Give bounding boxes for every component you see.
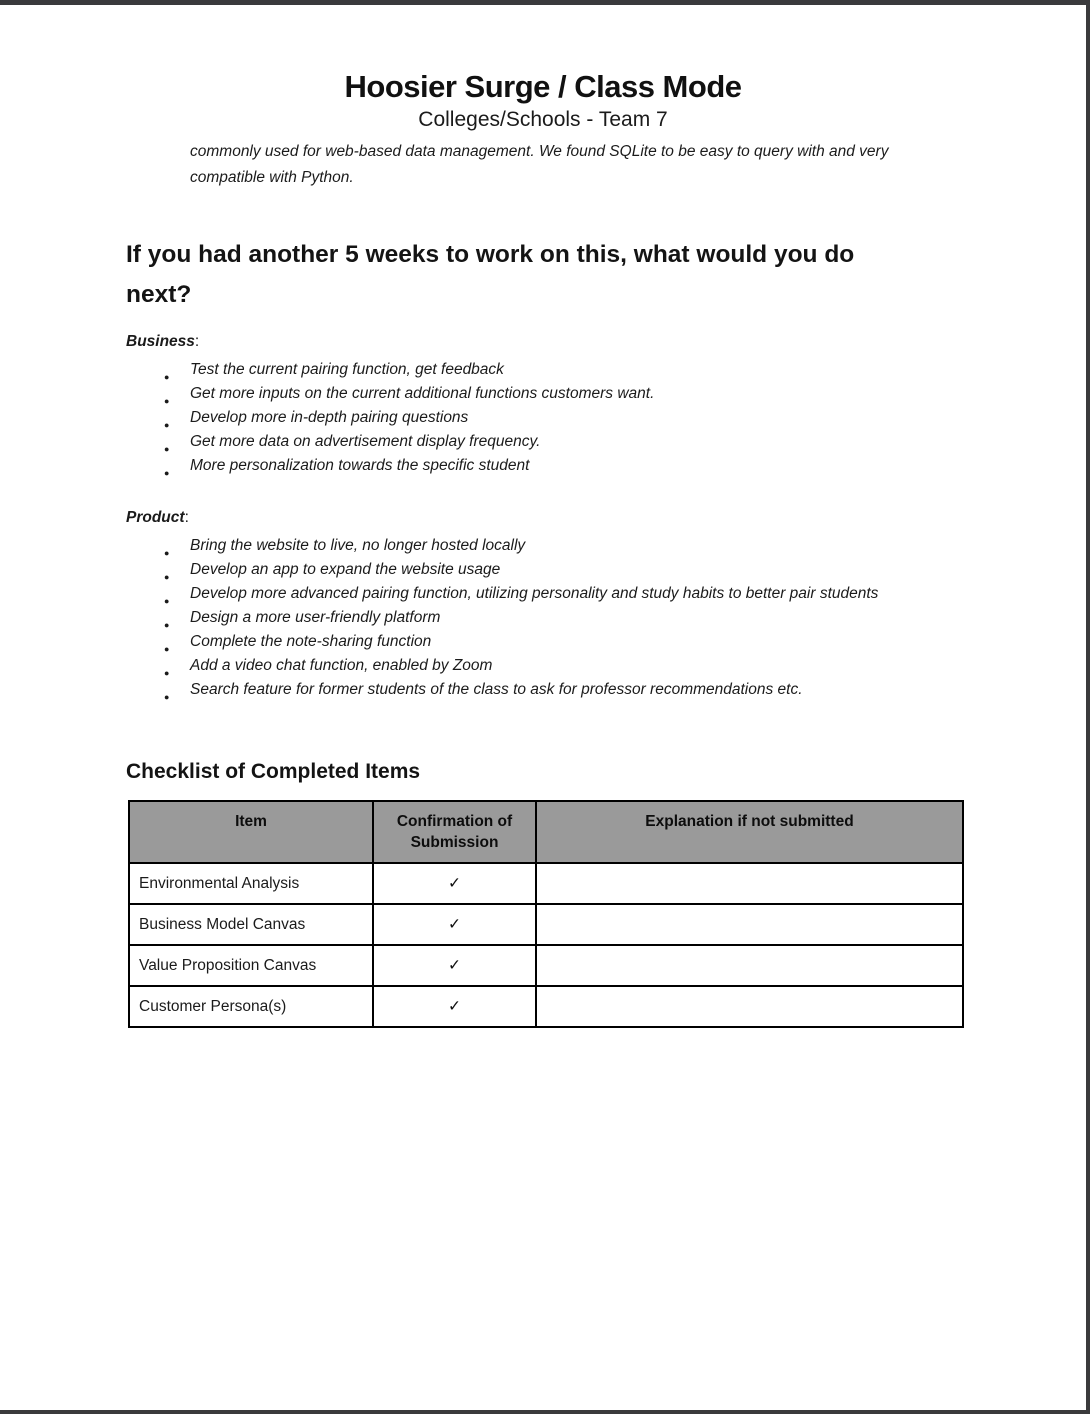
intro-paragraph: commonly used for web-based data management. We found SQLite to be easy to query with and very compatible with Python. bbox=[190, 143, 889, 186]
section-heading-next-5-weeks: If you had another 5 weeks to work on this, what would you do next? bbox=[126, 241, 855, 308]
product-bullet-list bbox=[190, 534, 930, 702]
list-item: ● Develop more advanced pairing function, utilizing personality and study habits to better pair students bbox=[190, 582, 930, 606]
checklist-table-body bbox=[129, 863, 963, 1027]
check-mark-icon: ✓ bbox=[373, 904, 536, 945]
check-mark-icon: ✓ bbox=[373, 945, 536, 986]
list-item: ● Design a more user-friendly platform bbox=[190, 606, 930, 630]
explanation-cell bbox=[536, 986, 963, 1027]
list-item: ● Add a video chat function, enabled by Zoom bbox=[190, 654, 930, 678]
list-item: ● Search feature for former students of the class to ask for professor recommendations etc. bbox=[190, 678, 930, 702]
table-row bbox=[129, 863, 963, 904]
table-row bbox=[129, 904, 963, 945]
list-item: ● Get more inputs on the current additional functions customers want. bbox=[190, 382, 930, 406]
list-item: ● More personalization towards the specific student bbox=[190, 454, 930, 478]
table-row bbox=[129, 986, 963, 1027]
group-label-product bbox=[126, 506, 1086, 530]
explanation-cell bbox=[536, 945, 963, 986]
table-header-row bbox=[129, 801, 963, 863]
explanation-cell bbox=[536, 904, 963, 945]
list-item: ● Get more data on advertisement display frequency. bbox=[190, 430, 930, 454]
column-header-confirmation: Confirmation of Submission bbox=[373, 801, 536, 863]
item-cell: Business Model Canvas bbox=[129, 904, 373, 945]
column-header-item: Item bbox=[129, 801, 373, 863]
checklist-heading: Checklist of Completed Items bbox=[126, 760, 421, 783]
item-cell: Environmental Analysis bbox=[129, 863, 373, 904]
group-label-product-text: Product bbox=[126, 509, 185, 526]
list-item: ● Complete the note-sharing function bbox=[190, 630, 930, 654]
checklist-table bbox=[128, 800, 964, 1028]
document-body bbox=[0, 5, 1086, 1028]
doc-subtitle: Colleges/Schools - Team 7 bbox=[418, 108, 668, 131]
group-label-product-colon: : bbox=[184, 509, 189, 526]
list-item: ● Bring the website to live, no longer hosted locally bbox=[190, 534, 930, 558]
group-label-business bbox=[126, 330, 1086, 354]
item-cell: Customer Persona(s) bbox=[129, 986, 373, 1027]
list-item: ● Develop more in-depth pairing questions bbox=[190, 406, 930, 430]
check-mark-icon: ✓ bbox=[373, 986, 536, 1027]
doc-title: Hoosier Surge / Class Mode bbox=[344, 69, 742, 104]
item-cell: Value Proposition Canvas bbox=[129, 945, 373, 986]
check-mark-icon: ✓ bbox=[373, 863, 536, 904]
business-bullet-list bbox=[190, 358, 930, 478]
column-header-explanation: Explanation if not submitted bbox=[536, 801, 963, 863]
table-row bbox=[129, 945, 963, 986]
group-label-business-colon: : bbox=[194, 333, 200, 350]
checklist-table-header bbox=[129, 801, 963, 863]
explanation-cell bbox=[536, 863, 963, 904]
group-label-business-text: Business bbox=[126, 333, 195, 350]
list-item: ● Test the current pairing function, get feedback bbox=[190, 358, 930, 382]
list-item: ● Develop an app to expand the website usage bbox=[190, 558, 930, 582]
